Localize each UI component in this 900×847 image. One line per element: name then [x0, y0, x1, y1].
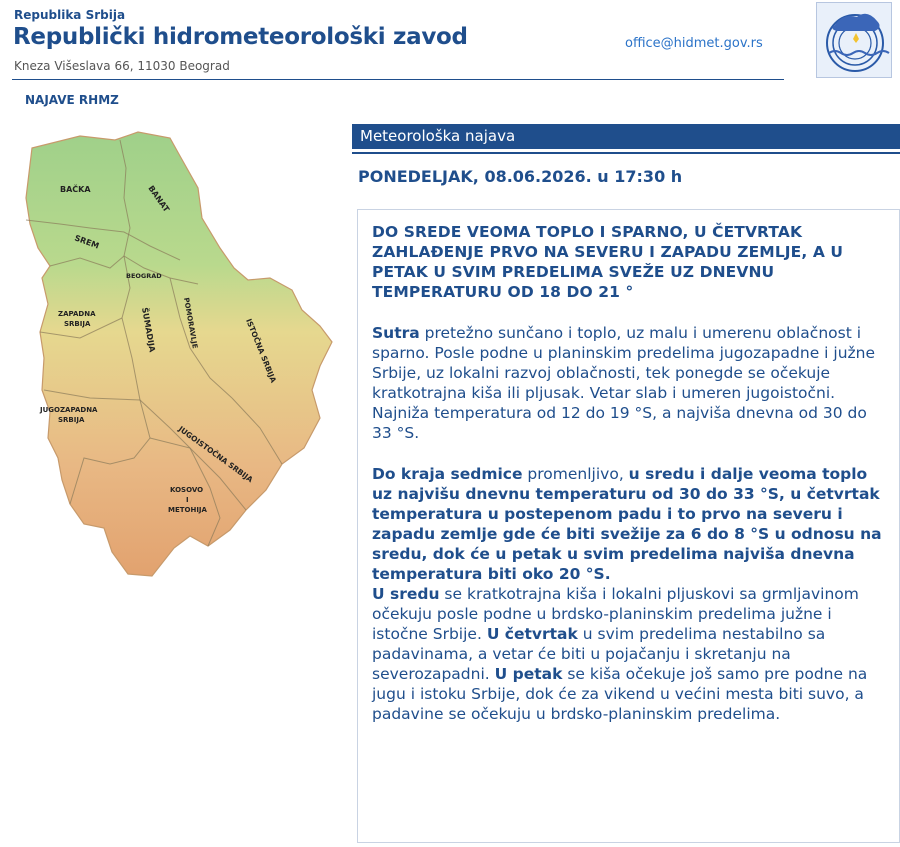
tomorrow-text: pretežno sunčano i toplo, uz malu i umerenu oblačnost i sparno. Posle podne u planinskim predelima jugozapadne i južne Srbije, uz lokalni razvoj oblačnosti, tek ponegde se očekuje kratkotrajna kiša ili pljusak. Vetar slab i umeren jugoistočni. Najniža temperatura od 12 do 19 °S, a najviša dnevna od 30 do 33 °S. — [372, 324, 876, 442]
map-label-zapadna: ZAPADNA — [58, 310, 96, 318]
org-address: Kneza Višeslava 66, 11030 Beograd — [14, 59, 230, 73]
rhmz-logo-icon — [817, 3, 892, 78]
map-label-backa: BAČKA — [60, 185, 91, 194]
map-label-sumadija: ŠUMADIJA — [140, 306, 157, 353]
map-label-jugozapadna-srbija: SRBIJA — [58, 416, 85, 424]
map-label-metohija: METOHIJA — [168, 506, 207, 514]
thursday-label: U četvrtak — [486, 625, 578, 643]
serbia-regions-map[interactable] — [20, 128, 338, 583]
rhmz-logo[interactable] — [816, 2, 892, 78]
map-label-beograd: BEOGRAD — [126, 272, 162, 280]
site-header — [0, 0, 900, 82]
org-title[interactable]: Republički hidrometeorološki zavod — [13, 24, 468, 50]
serbia-map-graphic — [20, 128, 338, 583]
week-label: Do kraja sedmice — [372, 465, 523, 483]
map-label-banat: BANAT — [146, 183, 171, 214]
forecast-tomorrow-paragraph — [372, 323, 887, 443]
map-label-jugoistocna-srbija: JUGOISTOČNA SRBIJA — [176, 424, 255, 485]
header-divider — [12, 79, 784, 80]
friday-text: se kiša očekuje još samo pre podne na jugu i istoku Srbije, dok će za vikend u većini mesta biti suvo, a padavine se očekuju u brdsko-planinskim predelima. — [372, 665, 868, 723]
wednesday-label: U sredu — [372, 585, 440, 603]
wednesday-text: se kratkotrajna kiša i lokalni pljuskovi sa grmljavinom očekuju posle podne u brdsko-planinskim predelima južne i istočne Srbije. — [372, 585, 859, 643]
week-text-1: promenljivo, — [522, 465, 629, 483]
forecast-box — [357, 209, 900, 843]
map-label-kosovo: KOSOVO — [170, 486, 204, 494]
map-label-istocna-srbija: ISTOČNA SRBIJA — [244, 317, 279, 384]
map-label-jugozapadna: JUGOZAPADNA — [40, 406, 98, 414]
forecast-headline: DO SREDE VEOMA TOPLO I SPARNO, U ČETVRTAK ZAHLAĐENJE PRVO NA SEVERU I ZAPADU ZEMLJE, A U PETAK U SVIM PREDELIMA SVEŽE UZ DNEVNU TEMPERATURU OD 18 DO 21 ° — [372, 223, 844, 301]
tomorrow-label: Sutra — [372, 324, 420, 342]
email-link[interactable]: office@hidmet.gov.rs — [625, 36, 763, 51]
friday-label: U petak — [494, 665, 563, 683]
map-label-srem: SREM — [73, 233, 101, 251]
section-divider — [352, 152, 900, 154]
org-country: Republika Srbija — [14, 8, 126, 22]
section-title-bar: Meteorološka najava — [352, 124, 900, 149]
map-label-pomoravlje: POMORAVLJE — [182, 296, 199, 350]
thursday-text: u svim predelima nestabilno sa padavinama, a vetar će biti u pojačanju i skretanju na severozapadni. — [372, 625, 826, 683]
najave-link[interactable]: NAJAVE RHMZ — [25, 93, 119, 107]
forecast-date: PONEDELJAK, 08.06.2026. u 17:30 h — [358, 167, 683, 186]
forecast-week-paragraph — [372, 464, 887, 724]
map-label-zapadna-srbija: SRBIJA — [64, 320, 91, 328]
week-summary: u sredu i dalje veoma toplo uz najvišu dnevnu temperaturu od 30 do 33 °S, u četvrtak temperatura u postepenom padu i to prvo na severu i zapadu zemlje gde će biti svežije za 6 do 8 °S u odnosu na sredu, dok će u petak u svim predelima najviša dnevna temperatura biti oko 20 °S. — [372, 465, 882, 583]
map-label-i: I — [186, 496, 189, 504]
